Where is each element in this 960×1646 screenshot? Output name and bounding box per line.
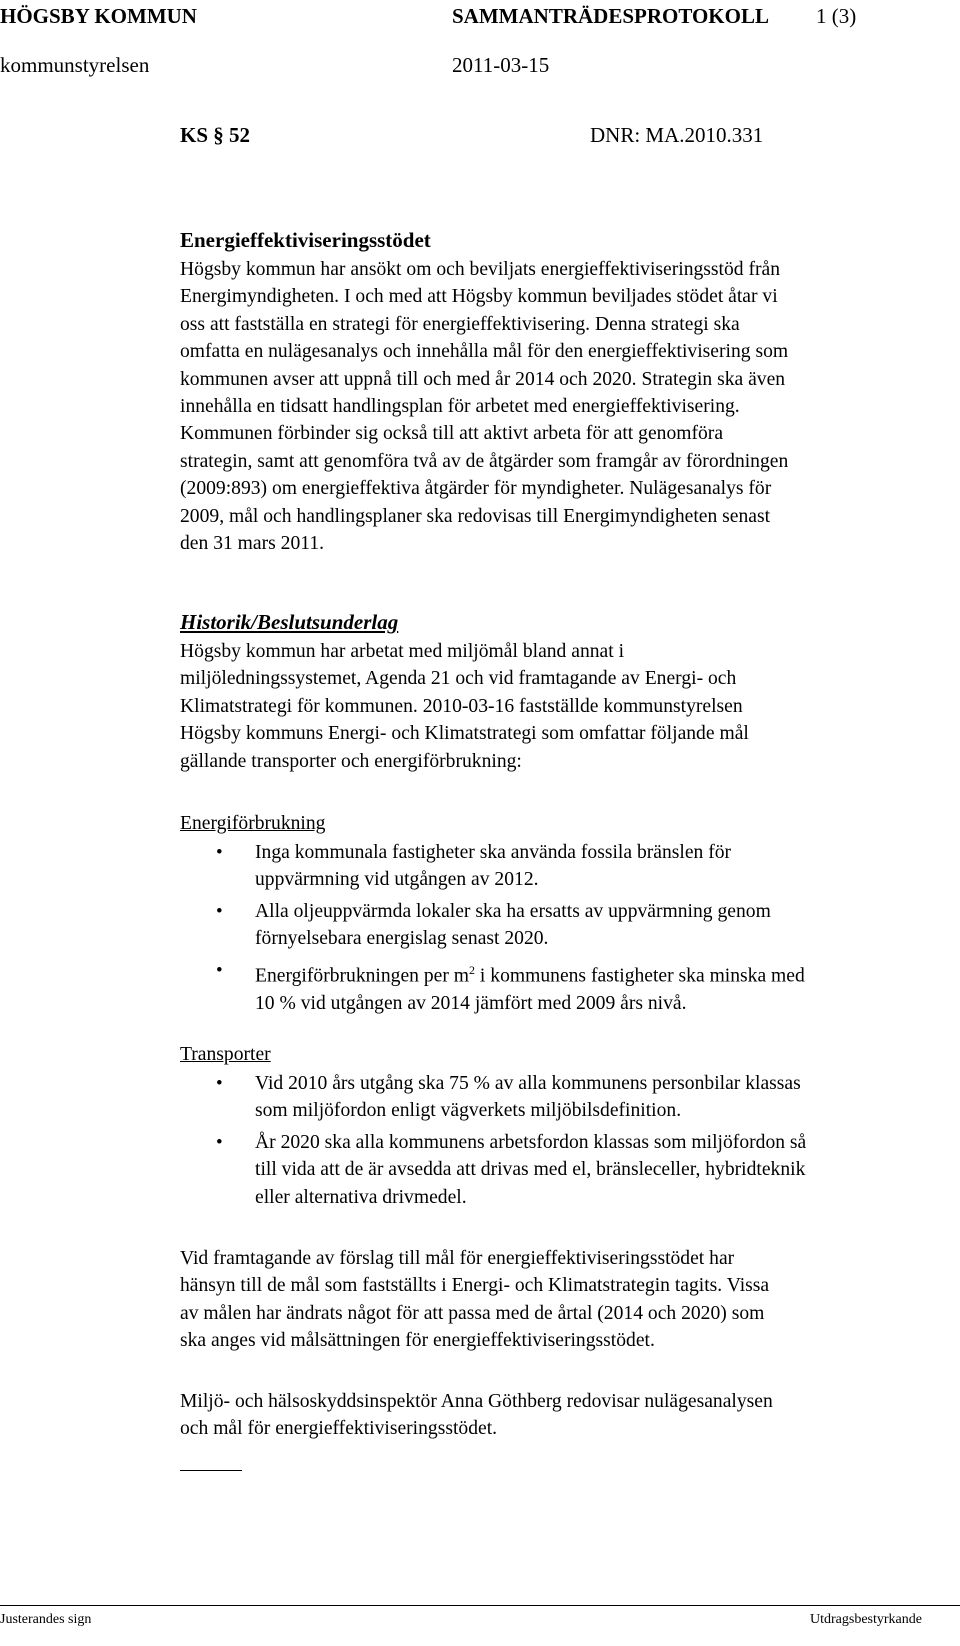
page-number: 1 (3) xyxy=(816,4,857,28)
text-line: Klimatstrategi för kommunen. 2010-03-16 fastställde kommunstyrelsen xyxy=(180,695,743,717)
text-line: hänsyn till de mål som fastställts i Energi- och Klimatstrategin tagits. Vissa xyxy=(180,1275,770,1297)
transport-goals-list xyxy=(180,1070,950,1215)
list-item xyxy=(180,1129,950,1211)
document-type: SAMMANTRÄDESPROTOKOLL xyxy=(452,4,769,28)
text-line: (2009:893) om energieffektiva åtgärder för myndigheter. Nulägesanalys för xyxy=(180,478,772,500)
text-line: År 2020 ska alla kommunens arbetsfordon klassas som miljöfordon så xyxy=(255,1131,807,1153)
end-rule xyxy=(180,1470,242,1471)
text-line: Högsby kommun har arbetat med miljömål bland annat i xyxy=(180,641,625,662)
text-line: kommunen avser att uppnå till och med år 2014 och 2020. Strategin ska även xyxy=(180,368,786,390)
ks-number: 52 xyxy=(229,123,251,147)
footer-divider xyxy=(0,1605,960,1606)
text-line: Vid 2010 års utgång ska 75 % av alla kommunens personbilar klassas xyxy=(255,1073,801,1094)
text-line: Energimyndigheten. I och med att Högsby kommun beviljades stödet åtar vi xyxy=(180,286,778,308)
bullet-icon: • xyxy=(216,900,223,922)
text-line: av målen har ändrats något för att passa med de årtal (2014 och 2020) som xyxy=(180,1302,765,1324)
ks-label: KS xyxy=(180,123,209,147)
section-title-history: Historik/Beslutsunderlag xyxy=(180,610,399,634)
text-line: förnyelsebara energislag senast 2020. xyxy=(255,928,549,950)
superscript: 2 xyxy=(469,962,476,977)
subheading-energy: Energiförbrukning xyxy=(180,813,326,834)
text-line: uppvärmning vid utgången av 2012. xyxy=(255,869,539,891)
text-line: Alla oljeuppvärmda lokaler ska ha ersatts av uppvärmning genom xyxy=(255,900,771,922)
text-fragment: Energiförbrukningen per m xyxy=(255,965,470,987)
org-name: HÖGSBY KOMMUN xyxy=(0,4,197,28)
paragraph-intro xyxy=(180,256,950,557)
meeting-date: 2011-03-15 xyxy=(452,53,550,77)
list-item xyxy=(180,898,950,953)
text-line: 2009, mål och handlingsplaner ska redovisas till Energimyndigheten senast xyxy=(180,505,771,527)
text-line: Högsby kommun har ansökt om och beviljats energieffektiviseringsstöd från xyxy=(180,259,781,280)
list-item xyxy=(180,839,950,894)
bullet-icon: • xyxy=(216,959,223,981)
text-line: Miljö- och hälsoskyddsinspektör Anna Göthberg redovisar nulägesanalysen xyxy=(180,1391,773,1412)
text-line: oss att fastställa en strategi för energieffektivisering. Denna strategi ska xyxy=(180,313,740,335)
text-fragment: i kommunens fastigheter ska minska med xyxy=(475,965,805,987)
text-line: ska anges vid målsättningen för energieffektiviseringsstödet. xyxy=(180,1330,655,1352)
section-title-energy-support: Energieffektiviseringsstödet xyxy=(180,228,431,252)
paragraph-goals xyxy=(180,1245,950,1355)
text-line: strategin, samt att genomföra två av de åtgärder som framgår av förordningen xyxy=(180,450,789,472)
committee-name: kommunstyrelsen xyxy=(0,53,150,77)
text-line: eller alternativa drivmedel. xyxy=(255,1186,467,1208)
bullet-icon: • xyxy=(216,1073,223,1094)
text-line: Inga kommunala fastigheter ska använda fossila bränslen för xyxy=(255,842,732,863)
bullet-icon: • xyxy=(216,842,223,863)
paragraph-history xyxy=(180,638,950,775)
text-line: gällande transporter och energiförbrukning: xyxy=(180,750,522,772)
text-line: Vid framtagande av förslag till mål för energieffektiviseringsstödet har xyxy=(180,1248,735,1269)
footer-signature-label: Justerandes sign xyxy=(0,1612,92,1627)
text-line: Högsby kommuns Energi- och Klimatstrategi som omfattar följande mål xyxy=(180,723,749,745)
text-line: innehålla en tidsatt handlingsplan för arbetet med energieffektivisering. xyxy=(180,396,740,418)
paragraph-presenter xyxy=(180,1388,950,1443)
list-item xyxy=(180,957,950,1017)
section-sign: § xyxy=(213,123,224,147)
text-line: den 31 mars 2011. xyxy=(180,533,325,555)
case-section xyxy=(180,123,250,148)
text-line: miljöledningssystemet, Agenda 21 och vid framtagande av Energi- och xyxy=(180,668,737,690)
energy-goals-list xyxy=(180,839,950,1021)
text-line: till vida att de är avsedda att drivas med el, bränsleceller, hybridteknik xyxy=(255,1159,806,1181)
dnr-number: DNR: MA.2010.331 xyxy=(590,123,764,147)
list-item xyxy=(180,1070,950,1125)
text-line: 10 % vid utgången av 2014 jämfört med 2009 års nivå. xyxy=(255,992,687,1014)
text-line: och mål för energieffektiviseringsstödet. xyxy=(180,1418,498,1440)
footer-certification-label: Utdragsbestyrkande xyxy=(810,1612,922,1627)
text-line: Kommunen förbinder sig också till att aktivt arbeta för att genomföra xyxy=(180,423,724,445)
subheading-transport: Transporter xyxy=(180,1044,271,1065)
text-line: omfatta en nulägesanalys och innehålla mål för den energieffektivisering som xyxy=(180,341,789,363)
text-line xyxy=(255,957,950,990)
bullet-icon: • xyxy=(216,1131,223,1153)
text-line: som miljöfordon enligt vägverkets miljöbilsdefinition. xyxy=(255,1100,682,1122)
